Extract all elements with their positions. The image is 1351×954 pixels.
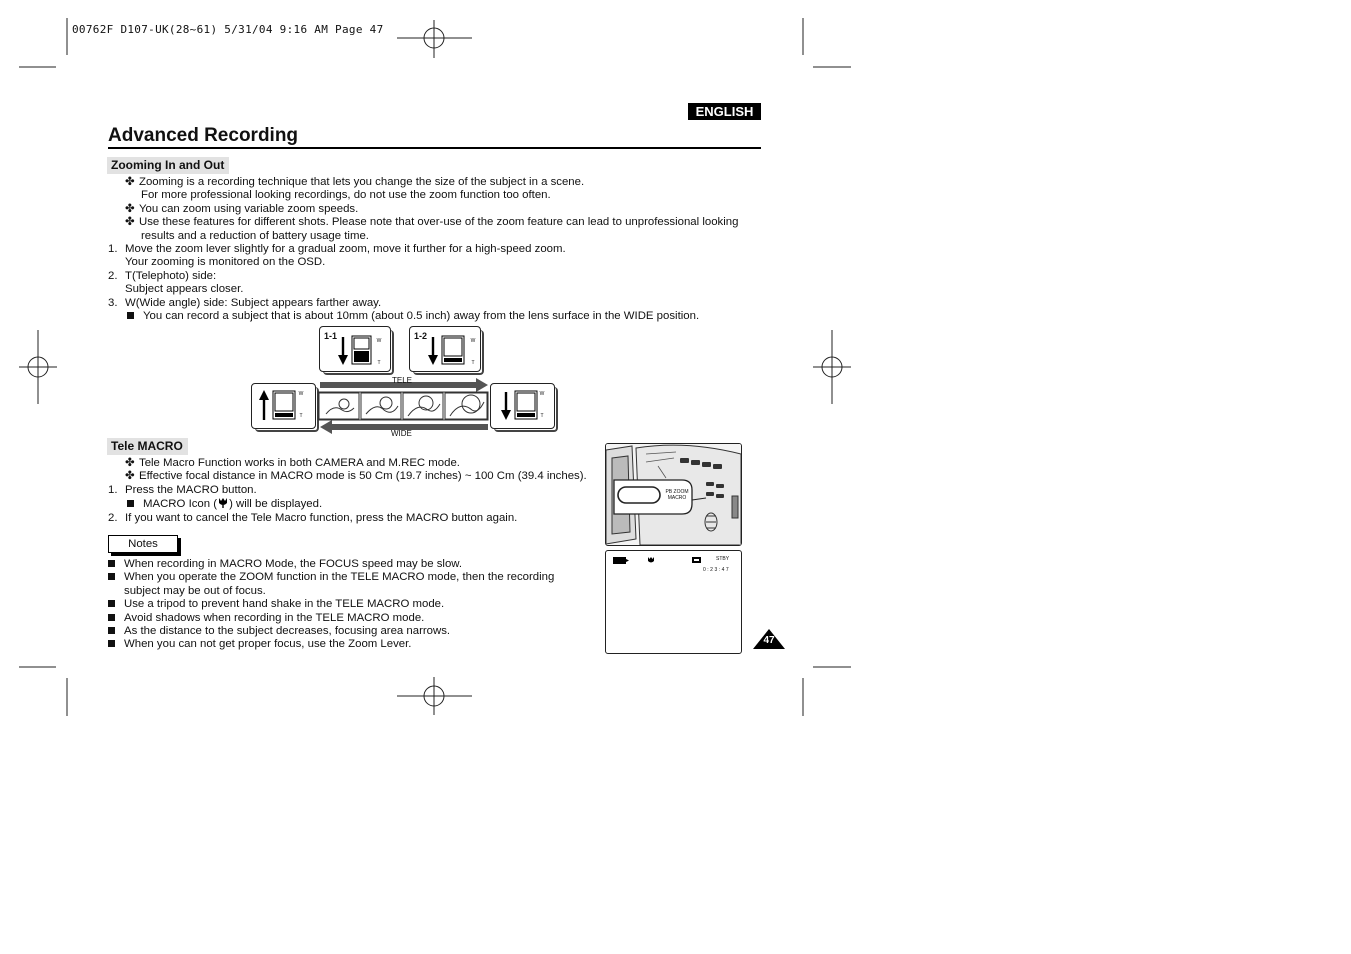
section-heading-zooming: Zooming In and Out <box>107 157 229 174</box>
macro-bullet-list: ✤ Tele Macro Function works in both CAMERA and M.REC mode. ✤ Effective focal distance in MACRO mode is 50 Cm (19.7 inches) ~ 100 Cm (39.4 inches). <box>125 457 587 483</box>
down-arrow-icon <box>501 390 541 422</box>
tulip-macro-icon <box>217 497 229 508</box>
section-heading-tele-macro: Tele MACRO <box>107 438 188 455</box>
zoom-bullet-list: ✤ Zooming is a recording technique that lets you change the size of the subject in a scene. For more professional looking recordings, do not use the zoom function too often. ✤ You can zoom using variable zoom speeds. ✤ Use these features for different shots. Please note that over-use of the zoom feature can lead to unprofessional looking results and a reduction of battery usage time. <box>125 176 739 242</box>
zoom-diagram <box>250 326 560 438</box>
tulip-macro-icon <box>647 557 655 564</box>
cross-bullet-icon: ✤ <box>125 216 135 229</box>
osd-counter: 0:23:47 <box>703 567 731 573</box>
osd-stby: STBY <box>716 556 730 562</box>
tele-wide-strip <box>316 378 492 434</box>
square-bullet-icon <box>127 500 134 507</box>
language-badge: ENGLISH <box>688 103 761 120</box>
print-header: 00762F D107-UK(28~61) 5/31/04 9:16 AM Page 47 <box>72 23 384 36</box>
macro-button-label: PB ZOOM MACRO <box>665 489 689 501</box>
cross-bullet-icon: ✤ <box>125 457 135 469</box>
square-bullet-icon <box>108 600 115 607</box>
macro-steps: 1. Press the MACRO button. MACRO Icon ( ) will be displayed. 2. If you want to cancel the Tele Macro function, press the MACRO button again. <box>108 484 518 524</box>
notes-list: When recording in MACRO Mode, the FOCUS speed may be slow. When you operate the ZOOM function in the TELE MACRO mode, then the recording subject may be out of focus. Use a tripod to prevent hand shake in the TELE MACRO mode. Avoid shadows when recording in the TELE MACRO mode. As the distance to the subject decreases, focusing area narrows. When you can not get proper focus, use the Zoom Lever. <box>108 558 554 652</box>
notes-label: Notes <box>108 535 178 553</box>
square-bullet-icon <box>108 640 115 647</box>
square-bullet-icon <box>108 627 115 634</box>
zoom-panel-tele: W T <box>490 383 555 429</box>
tele-label: TELE <box>392 376 413 385</box>
square-bullet-icon <box>108 614 115 621</box>
down-arrow-icon <box>428 335 468 367</box>
page-title: Advanced Recording <box>108 125 299 146</box>
tape-icon <box>692 557 702 564</box>
cross-bullet-icon: ✤ <box>125 202 135 215</box>
zoom-steps: 1. Move the zoom lever slightly for a gradual zoom, move it further for a high-speed zoom. Your zooming is monitored on the OSD. 2. T(Telephoto) side: Subject appears closer. 3. W(Wide angle) side: Subject appears farther away. You can record a subject that is about 10mm (about 0.5 inch) away from the lens surface in the WIDE position. <box>108 243 700 323</box>
square-bullet-icon <box>108 573 115 580</box>
battery-icon <box>613 557 629 565</box>
cross-bullet-icon: ✤ <box>125 176 135 188</box>
title-rule <box>108 147 761 149</box>
zoom-panel-1-2: 1-2 W T <box>409 326 481 372</box>
page-number: 47 <box>763 635 775 646</box>
up-arrow-icon <box>259 390 299 422</box>
square-bullet-icon <box>127 312 134 319</box>
zoom-panel-wide: W T <box>251 383 316 429</box>
down-arrow-icon <box>338 335 378 367</box>
cross-bullet-icon: ✤ <box>125 470 135 483</box>
zoom-panel-1-1: 1-1 W T <box>319 326 391 372</box>
osd-screen <box>605 550 742 654</box>
square-bullet-icon <box>108 560 115 567</box>
wide-label: WIDE <box>391 429 412 438</box>
camera-illustration <box>605 443 742 546</box>
